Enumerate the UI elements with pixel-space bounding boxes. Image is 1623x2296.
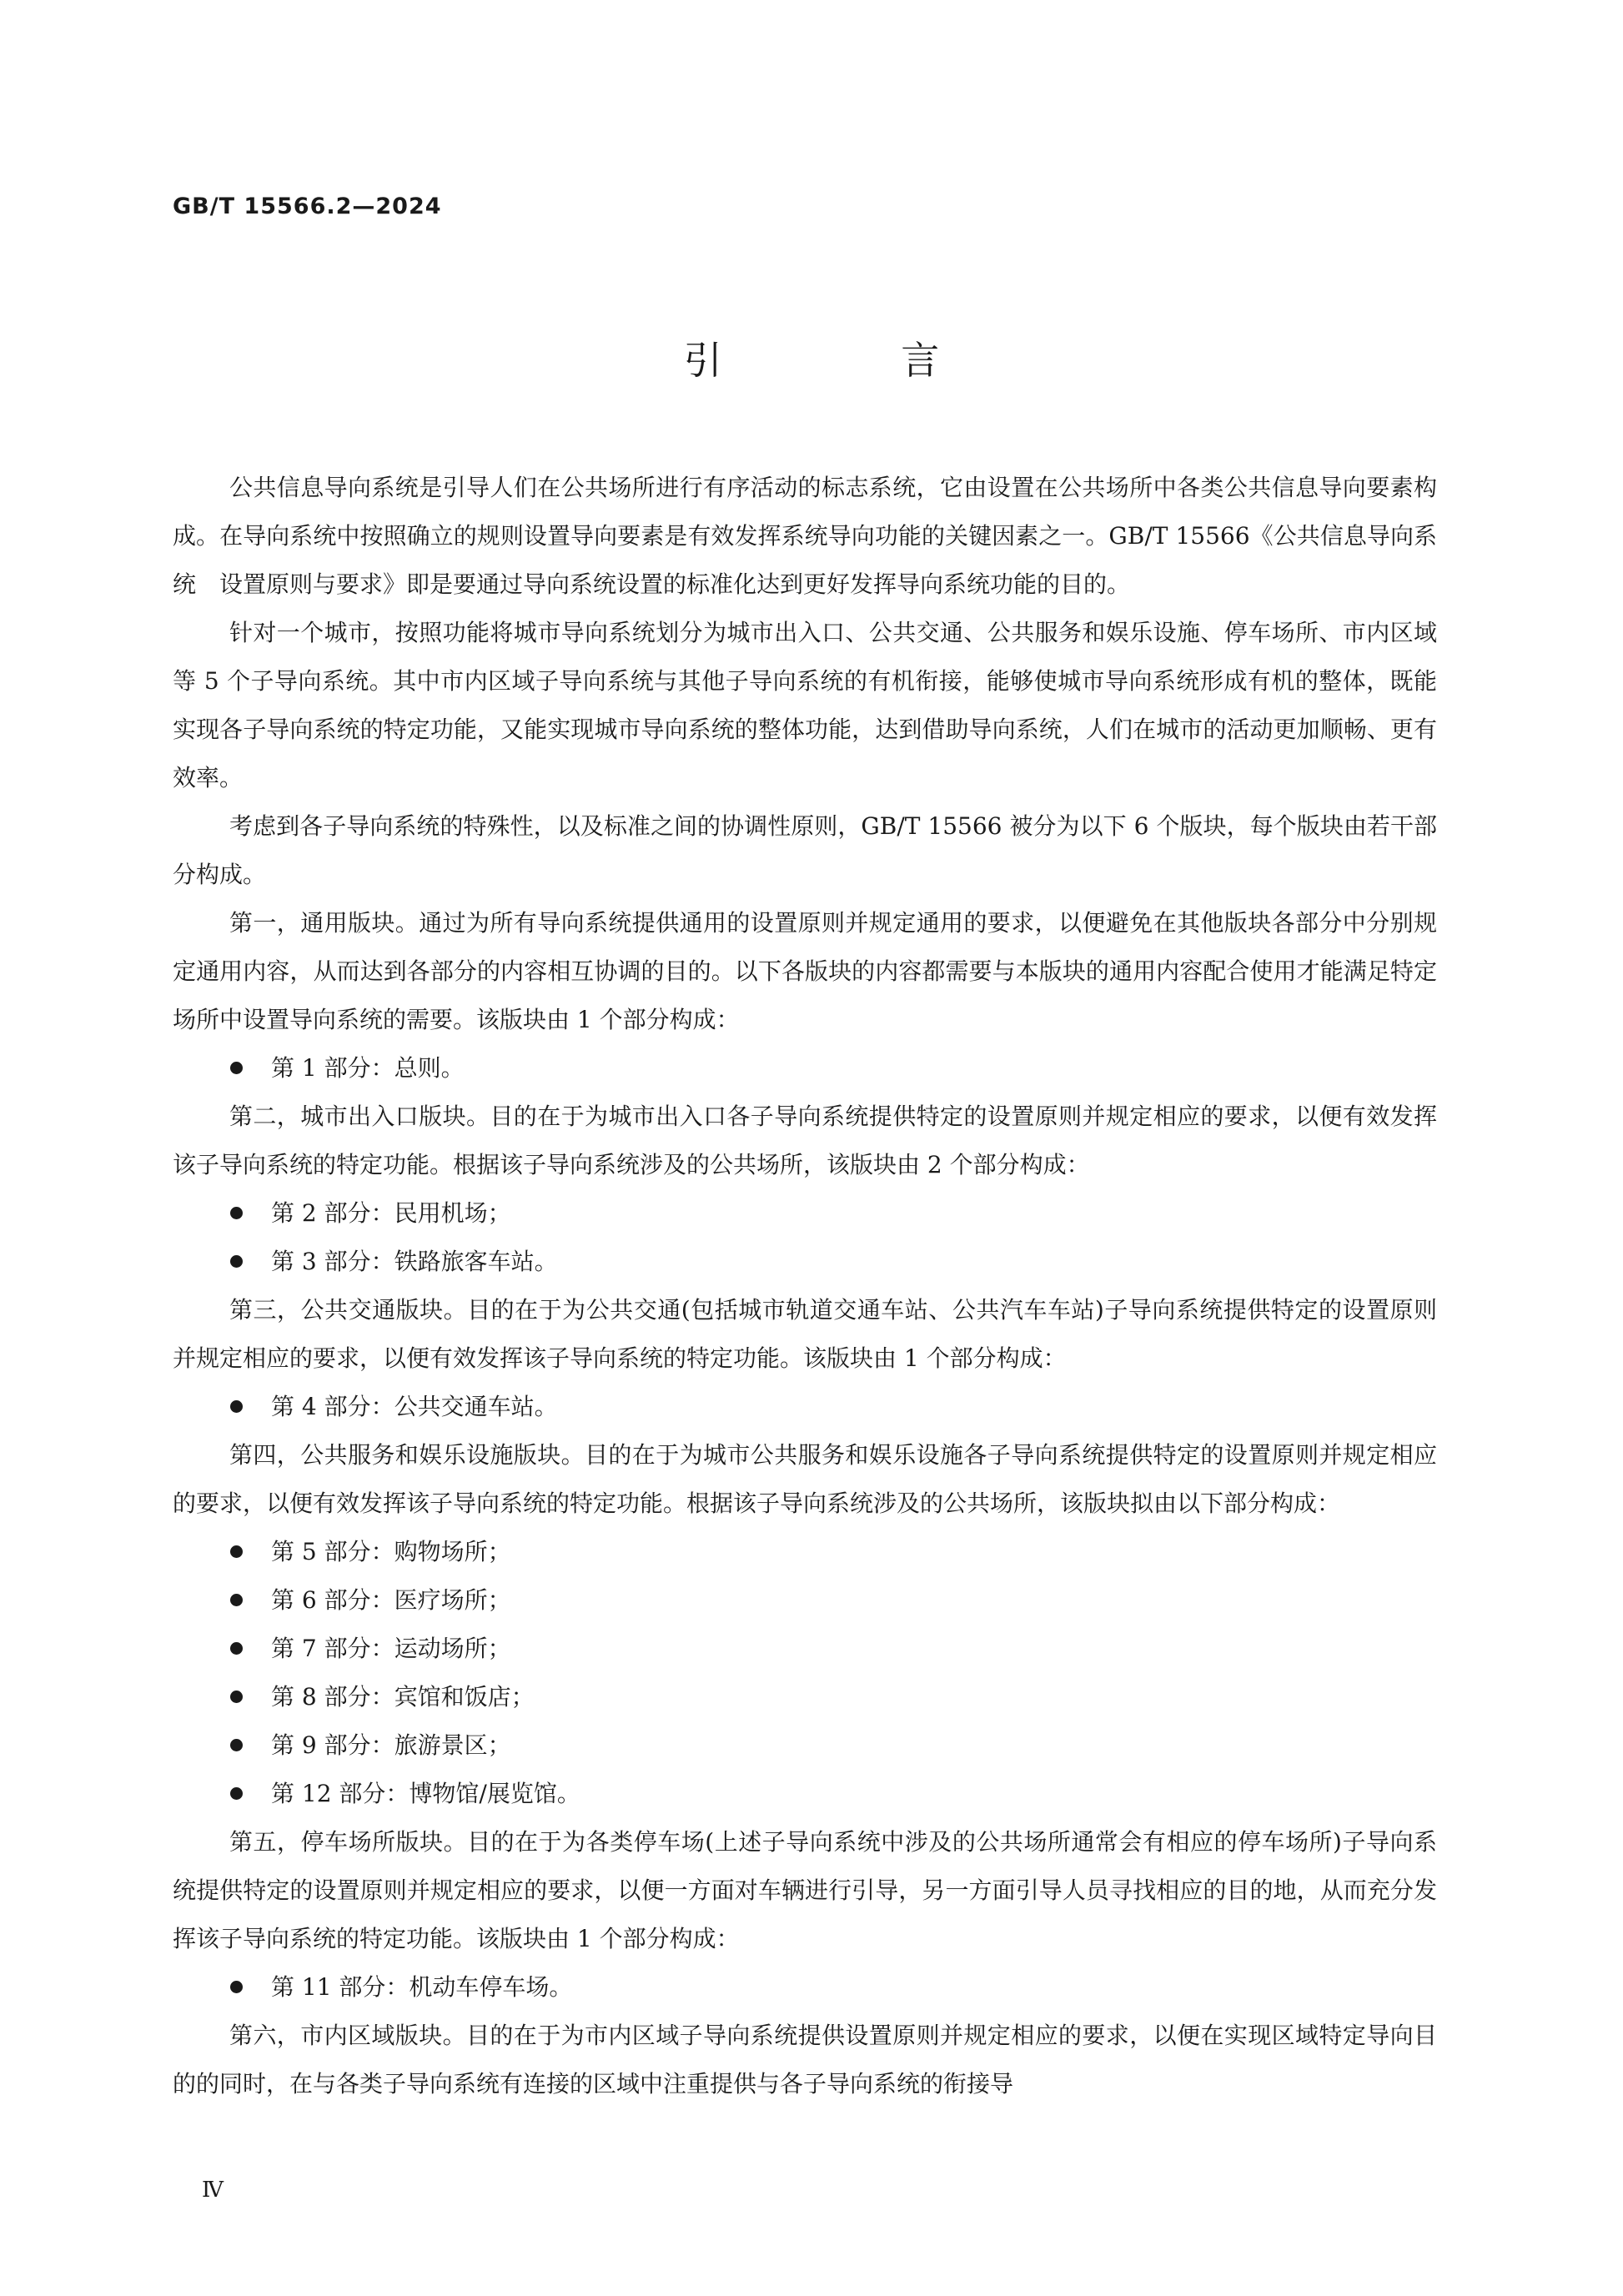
paragraph: 针对一个城市，按照功能将城市导向系统划分为城市出入口、公共交通、公共服务和娱乐设施、停车场所、市内区域等 5 个子导向系统。其中市内区域子导向系统与其他子导向系统的有机衔接，能够使城市导向系统形成有机的整体，既能实现各子导向系统的特定功能，又能实现城市导向系统的整体功能，达到借助导向系统，人们在城市的活动更加顺畅、更有效率。	[173, 619, 1437, 791]
list-item-text: 第 5 部分：购物场所；	[271, 1538, 511, 1565]
bullet-icon	[230, 1255, 243, 1268]
list-item-text: 第 3 部分：铁路旅客车站。	[271, 1248, 558, 1275]
part-list	[173, 1963, 1437, 2012]
paragraph: 第六，市内区域版块。目的在于为市内区域子导向系统提供设置原则并规定相应的要求，以便在实现区域特定导向目的的同时，在与各类子导向系统有连接的区域中注重提供与各子导向系统的衔接导	[173, 2022, 1437, 2098]
list-item	[173, 1963, 1437, 2012]
list-item-text: 第 1 部分：总则。	[271, 1054, 465, 1082]
bullet-icon	[230, 1207, 243, 1219]
list-item	[173, 1044, 1437, 1093]
part-list	[173, 1383, 1437, 1431]
list-item-text: 第 11 部分：机动车停车场。	[271, 1973, 573, 2001]
list-item-text: 第 6 部分：医疗场所；	[271, 1586, 511, 1614]
part-list	[173, 1189, 1437, 1286]
bullet-icon	[230, 1787, 243, 1800]
list-item	[173, 1189, 1437, 1238]
paragraph: 考虑到各子导向系统的特殊性，以及标准之间的协调性原则，GB/T 15566 被分为以下 6 个版块，每个版块由若干部分构成。	[173, 812, 1437, 888]
list-item	[173, 1625, 1437, 1673]
paragraph: 第四，公共服务和娱乐设施版块。目的在于为城市公共服务和娱乐设施各子导向系统提供特定的设置原则并规定相应的要求，以便有效发挥该子导向系统的特定功能。根据该子导向系统涉及的公共场所，该版块拟由以下部分构成：	[173, 1441, 1437, 1517]
paragraph: 第三，公共交通版块。目的在于为公共交通(包括城市轨道交通车站、公共汽车车站)子导向系统提供特定的设置原则并规定相应的要求，以便有效发挥该子导向系统的特定功能。该版块由 1 个部分构成：	[173, 1296, 1437, 1372]
bullet-icon	[230, 1691, 243, 1703]
list-item	[173, 1673, 1437, 1721]
paragraph: 第二，城市出入口版块。目的在于为城市出入口各子导向系统提供特定的设置原则并规定相应的要求，以便有效发挥该子导向系统的特定功能。根据该子导向系统涉及的公共场所，该版块由 2 个部分构成：	[173, 1103, 1437, 1178]
list-item	[173, 1770, 1437, 1818]
paragraph: 第一，通用版块。通过为所有导向系统提供通用的设置原则并规定通用的要求，以便避免在其他版块各部分中分别规定通用内容，从而达到各部分的内容相互协调的目的。以下各版块的内容都需要与本版块的通用内容配合使用才能满足特定场所中设置导向系统的需要。该版块由 1 个部分构成：	[173, 909, 1437, 1033]
bullet-icon	[230, 1400, 243, 1413]
bullet-icon	[230, 1062, 243, 1074]
part-list	[173, 1044, 1437, 1093]
paragraph: 公共信息导向系统是引导人们在公共场所进行有序活动的标志系统，它由设置在公共场所中各类公共信息导向要素构成。在导向系统中按照确立的规则设置导向要素是有效发挥系统导向功能的关键因素之一。GB/T 15566《公共信息导向系统 设置原则与要求》即是要通过导向系统设置的标准化达到更好发挥导向系统功能的目的。	[173, 474, 1437, 598]
page-title: 引 言	[683, 338, 1023, 383]
list-item-text: 第 12 部分：博物馆/展览馆。	[271, 1780, 580, 1807]
list-item-text: 第 9 部分：旅游景区；	[271, 1731, 511, 1759]
list-item	[173, 1238, 1437, 1286]
bullet-icon	[230, 1545, 243, 1558]
bullet-icon	[230, 1594, 243, 1606]
page-number: Ⅳ	[202, 2178, 224, 2203]
bullet-icon	[230, 1739, 243, 1751]
list-item	[173, 1528, 1437, 1576]
list-item	[173, 1721, 1437, 1770]
list-item	[173, 1576, 1437, 1625]
list-item-text: 第 2 部分：民用机场；	[271, 1199, 511, 1227]
introduction-body	[173, 464, 1437, 2108]
bullet-icon	[230, 1642, 243, 1655]
bullet-icon	[230, 1981, 243, 1993]
list-item-text: 第 4 部分：公共交通车站。	[271, 1393, 558, 1420]
list-item	[173, 1383, 1437, 1431]
part-list	[173, 1528, 1437, 1818]
standard-number: GB/T 15566.2—2024	[173, 193, 442, 219]
paragraph: 第五，停车场所版块。目的在于为各类停车场(上述子导向系统中涉及的公共场所通常会有相应的停车场所)子导向系统提供特定的设置原则并规定相应的要求，以便一方面对车辆进行引导，另一方面引导人员寻找相应的目的地，从而充分发挥该子导向系统的特定功能。该版块由 1 个部分构成：	[173, 1828, 1437, 1952]
list-item-text: 第 8 部分：宾馆和饭店；	[271, 1683, 535, 1711]
list-item-text: 第 7 部分：运动场所；	[271, 1635, 511, 1662]
